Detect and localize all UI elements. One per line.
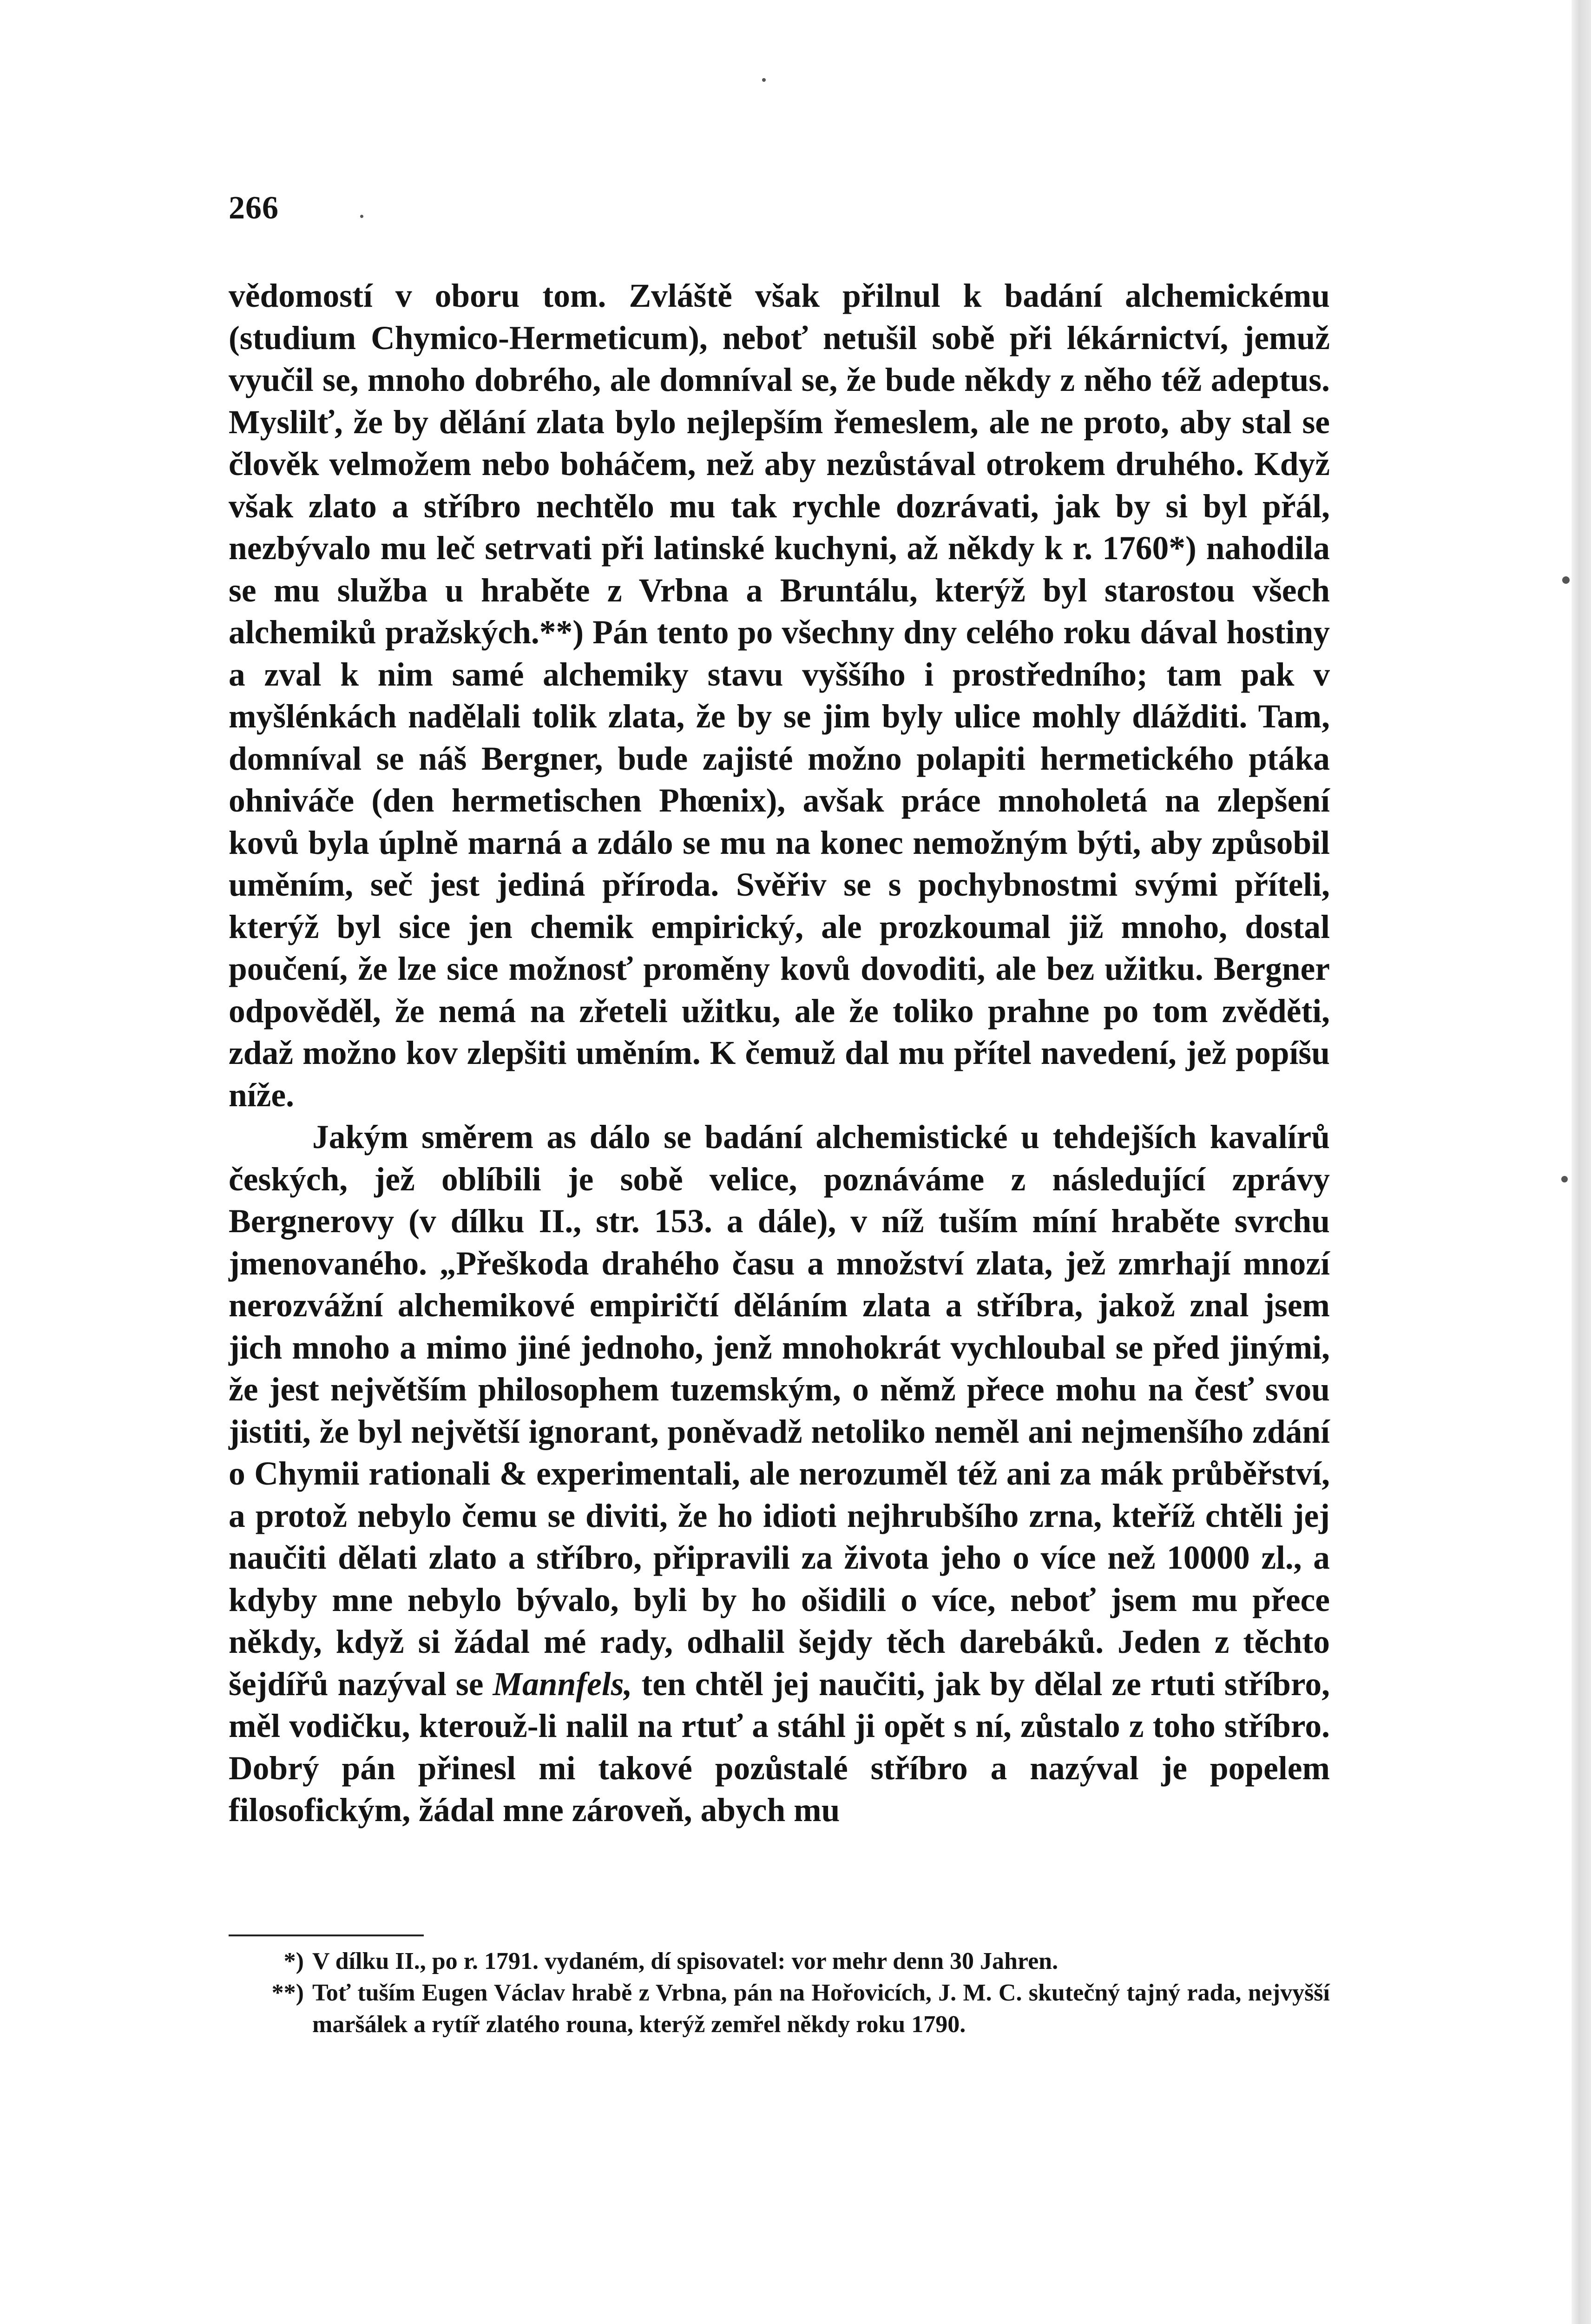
footnote-1-mark: *) [283,1948,304,1974]
page-number: 266 [229,190,279,226]
paragraph-1 [229,275,1330,1116]
footnotes [229,1946,1330,2040]
print-speck [762,78,766,82]
footnote-2-mark: **) [271,1980,304,2006]
paragraph-2-text-continued: ten chtěl jej naučiti, jak by dělal ze rtuti stříbro, měl vodičku, kterouž-li nalil na rtuť a stáhl ji opět s ní, zůstalo z toho stříbro. Dobrý pán přinesl mi takové pozůstalé stříbro a nazýval je popelem filosofickým, žádal mne zároveň, abych mu [229,1665,1330,1829]
print-speck [1561,1176,1568,1182]
paragraph-2 [229,1116,1330,1832]
footnote-2-text: Toť tuším Eugen Václav hrabě z Vrbna, pán na Hořovicích, J. M. C. skutečný tajný rada, nejvyšší maršálek a rytíř zlatého rouna, kterýž zemřel někdy roku 1790. [312,1980,1330,2038]
footnote-separator [229,1934,424,1936]
paragraph-2-italic-name: Mannfels, [493,1665,632,1703]
paragraph-2-text: Jakým směrem as dálo se badání alchemistické u tehdejších kavalírů českých, jež oblíbili je sobě velice, poznáváme z následující zprávy Bergnerovy (v dílku II., str. 153. a dále), v níž tuším míní hraběte svrchu jmenovaného. „Přeškoda drahého času a množství zlata, jež zmrhají mnozí nerozvážní alchemikové empiričtí děláním zlata a stříbra, jakož znal jsem jich mnoho a mimo jiné jednoho, jenž mnohokrát vychloubal se před jinými, že jest největším philosophem tuzemským, o němž přece mohu na česť svou jistiti, že byl největší ignorant, poněvadž netoliko neměl ani nejmenšího zdání o Chymii rationali & experimentali, ale nerozuměl též ani za mák průběřství, a protož nebylo čemu se diviti, že ho idioti nejhrubšího zrna, kteříž chtěli jej naučiti dělati zlato a stříbro, připravili za života jeho o více než 10000 zl., a kdyby mne nebylo bývalo, byli by ho ošidili o více, neboť jsem mu přece někdy, když si žádal mé rady, odhalil šejdy těch darebáků. Jeden z těchto šejdířů nazýval se [229,1119,1330,1703]
page-edge-shadow [1571,0,1591,2324]
main-text [229,275,1330,1832]
footnote-1-text: V dílku II., po r. 1791. vydaném, dí spisovatel: vor mehr denn 30 Jahren. [312,1948,1058,1974]
print-speck [360,215,363,218]
footnote-2 [229,1977,1330,2040]
print-speck [1562,576,1570,584]
footnote-1 [229,1946,1330,1977]
paragraph-1-text: vědomostí v oboru tom. Zvláště však přilnul k badání alchemickému (studium Chymico-Hermeticum), neboť netušil sobě při lékárnictví, jemuž vyučil se, mnoho dobrého, ale domníval se, že bude někdy z něho též adeptus. Myslilť, že by dělání zlata bylo nejlepším řemeslem, ale ne proto, aby stal se člověk velmožem nebo boháčem, než aby nezůstával otrokem druhého. Když však zlato a stříbro nechtělo mu tak rychle dozrávati, jak by si byl přál, nezbývalo mu leč setrvati při latinské kuchyni, až někdy k r. 1760*) nahodila se mu služba u hraběte z Vrbna a Bruntálu, kterýž byl starostou všech alchemiků pražských.**) Pán tento po všechny dny celého roku dával hostiny a zval k nim samé alchemiky stavu vyššího i prostředního; tam pak v myšlénkách nadělali tolik zlata, že by se jim byly ulice mohly dlážditi. Tam, domníval se náš Bergner, bude zajisté možno polapiti hermetického ptáka ohniváče (den hermetischen Phœnix), avšak práce mnoholetá na zlepšení kovů byla úplně marná a zdálo se mu na konec nemožným býti, aby způsobil uměním, seč jest jediná příroda. Svěřiv se s pochybnostmi svými příteli, kterýž byl sice jen chemik empirický, ale prozkoumal již mnoho, dostal poučení, že lze sice možnosť proměny kovů dovoditi, ale bez užitku. Bergner odpověděl, že nemá na zřeteli užitku, ale že toliko prahne po tom zvěděti, zdaž možno kov zlepšiti uměním. K čemuž dal mu přítel navedení, jež popíšu níže. [229,277,1330,1114]
